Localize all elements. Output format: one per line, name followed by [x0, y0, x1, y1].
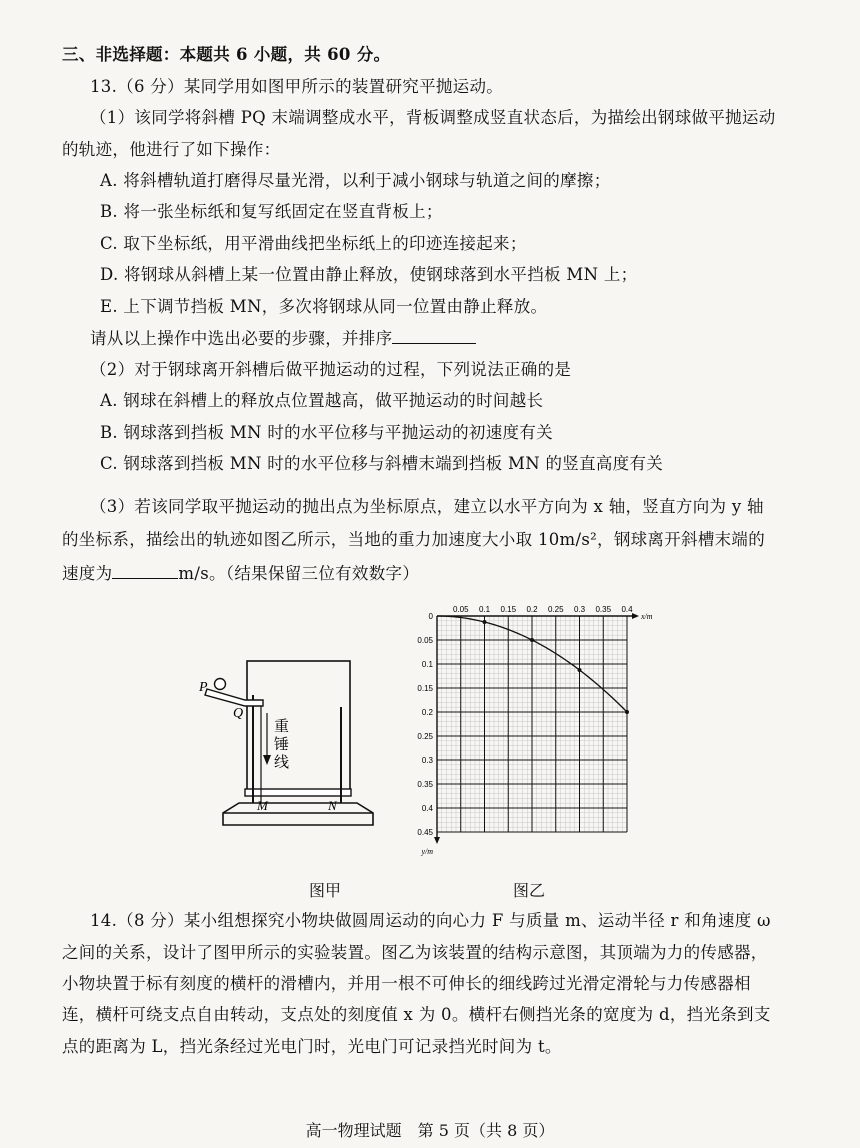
label-n: N [328, 798, 337, 813]
apparatus-drawing [195, 655, 390, 850]
caption-yi: 图乙 [513, 881, 546, 900]
label-m: M [257, 798, 268, 813]
x-tick-label: 0.1 [478, 605, 491, 614]
y-tick-label: 0.1 [421, 660, 433, 669]
q13-option-d: D. 将钢球从斜槽上某一位置由静止释放，使钢球落到水平挡板 MN 上； [100, 265, 638, 284]
x-axis-label: x/m [641, 612, 653, 621]
answer-blank-steps[interactable] [392, 327, 476, 344]
label-q: Q [233, 706, 244, 721]
plumb-arrow [263, 755, 271, 765]
part3-speed-label: 速度为 [62, 564, 113, 583]
q13-part1-line2: 的轨迹，他进行了如下操作： [62, 140, 281, 159]
q13-part2-option-a: A. 钢球在斜槽上的释放点位置越高，做平抛运动的时间越长 [100, 391, 544, 410]
q14-line2: 之间的关系，设计了图甲所示的实验装置。图乙为该装置的结构示意图，其顶端为力的传感器， [62, 943, 768, 962]
x-axis-arrow [632, 613, 639, 619]
q13-part3-line2: 的坐标系，描绘出的轨迹如图乙所示，当地的重力加速度大小取 10m/s²，钢球离开斜槽末端的 [62, 530, 766, 549]
page-footer: 高一物理试题 第 5 页（共 8 页） [305, 1121, 555, 1140]
q13-part1-line1: （1）该同学将斜槽 PQ 末端调整成水平，背板调整成竖直状态后，为描绘出钢球做平抛运动 [90, 108, 776, 127]
y-tick-label: 0.4 [421, 804, 433, 813]
q13-select-prompt [90, 327, 476, 350]
chute-pq [205, 689, 263, 706]
q14-line5: 点的距离为 L，挡光条经过光电门时，光电门可记录挡光时间为 t。 [62, 1037, 562, 1056]
plumb-label-2: 锤 [274, 735, 290, 753]
y-tick-label: 0.35 [417, 780, 433, 789]
x-tick-label: 0.35 [595, 605, 612, 614]
y-tick-label: 0.2 [421, 708, 433, 717]
base-platform [223, 803, 373, 825]
trajectory-point [483, 620, 487, 624]
q13-option-c: C. 取下坐标纸，用平滑曲线把坐标纸上的印迹连接起来； [100, 234, 527, 253]
steel-ball [215, 679, 226, 690]
q13-part3-line1: （3）若该同学取平抛运动的抛出点为坐标原点，建立以水平方向为 x 轴，竖直方向为 y 轴 [90, 497, 764, 516]
x-tick-label: 0.25 [547, 605, 564, 614]
figure-jia-apparatus [195, 655, 390, 850]
plumb-label-3: 线 [274, 753, 290, 771]
trajectory-point [625, 710, 629, 714]
x-tick-label: 0.2 [526, 605, 538, 614]
q13-part2: （2）对于钢球离开斜槽后做平抛运动的过程，下列说法正确的是 [90, 360, 572, 379]
q14-line3: 小物块置于标有刻度的横杆的滑槽内，并用一根不可伸长的细线跨过光滑定滑轮与力传感器相 [62, 974, 751, 993]
q13-part2-option-b: B. 钢球落到挡板 MN 时的水平位移与平抛运动的初速度有关 [100, 423, 553, 442]
q13-option-a: A. 将斜槽轨道打磨得尽量光滑，以利于减小钢球与轨道之间的摩擦； [100, 171, 611, 190]
q13-intro: 13.（6 分）某同学用如图甲所示的装置研究平抛运动。 [90, 77, 504, 96]
back-board [247, 661, 350, 791]
trajectory-point [530, 638, 534, 642]
x-tick-label: 0.05 [452, 605, 469, 614]
q13-option-b: B. 将一张坐标纸和复写纸固定在竖直背板上； [100, 202, 443, 221]
answer-blank-speed[interactable] [112, 562, 178, 579]
q13-option-e: E. 上下调节挡板 MN，多次将钢球从同一位置由静止释放。 [100, 297, 548, 316]
y-tick-label: 0 [428, 612, 433, 621]
y-tick-label: 0.3 [421, 756, 433, 765]
x-tick-label: 0.15 [500, 605, 517, 614]
y-tick-label: 0.25 [417, 732, 433, 741]
y-tick-label: 0.15 [417, 684, 433, 693]
caption-jia: 图甲 [309, 881, 342, 900]
y-axis-label: y/m [421, 847, 433, 856]
label-p: P [199, 680, 208, 695]
plumb-label-1: 重 [274, 717, 290, 735]
part3-unit-note: m/s。（结果保留三位有效数字） [178, 564, 420, 583]
x-tick-label: 0.3 [573, 605, 586, 614]
trajectory-point [578, 668, 582, 672]
x-tick-label: 0.4 [621, 605, 633, 614]
y-tick-label: 0.05 [417, 636, 433, 645]
y-axis-arrow [434, 837, 440, 844]
q13-part3-line3 [62, 562, 419, 585]
figure-yi-trajectory-chart [405, 600, 665, 865]
select-prompt-text: 请从以上操作中选出必要的步骤，并排序 [90, 329, 393, 348]
q14-line4: 连，横杆可绕支点自由转动，支点处的刻度值 x 为 0。横杆右侧挡光条的宽度为 d，挡光条到支 [62, 1005, 771, 1024]
q13-part2-option-c: C. 钢球落到挡板 MN 时的水平位移与斜槽末端到挡板 MN 的竖直高度有关 [100, 454, 664, 473]
y-tick-label: 0.45 [417, 828, 433, 837]
section-heading: 三、非选择题：本题共 6 小题，共 60 分。 [62, 45, 391, 64]
q14-line1: 14.（8 分）某小组想探究小物块做圆周运动的向心力 F 与质量 m、运动半径 r 和角速度 ω [90, 911, 771, 930]
